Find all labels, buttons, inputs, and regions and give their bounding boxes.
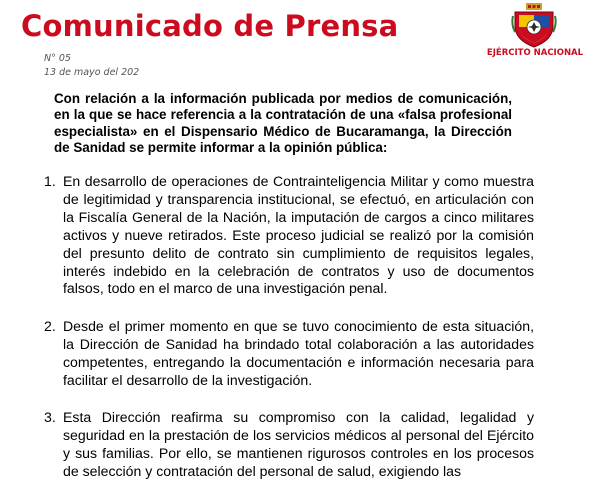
item-text: Desde el primer momento en que se tuvo conocimiento de esta situación, la Dirección de Sanidad ha brindado total colaboración a las autoridades competentes, entregando la documentación e información necesaria para facilitar el desarrollo de la investigación. [63, 318, 534, 389]
ejercito-logo [480, 2, 590, 62]
item-number: 2. [44, 318, 56, 335]
list-item [44, 173, 534, 298]
item-text: En desarrollo de operaciones de Contrainteligencia Militar y como muestra de legitimidad y transparencia institucional, se efectuó, en articulación con la Fiscalía General de la Nación, la imputación de cargos a cinco militares activos y nueve retirados. Este proceso judicial se realizó por la comisión del presunto delito de contrato sin cumplimiento de requisitos legales, interés indebido en la celebración de contratos y uso de documentos falsos, todo en el marco de una investigación penal. [63, 173, 534, 297]
org-name: EJÉRCITO NACIONAL [486, 48, 584, 58]
ejercito-nacional-crest-icon [511, 2, 557, 48]
item-number: 3. [44, 408, 56, 425]
list-item [44, 318, 534, 390]
page-title: Comunicado de Prensa [21, 9, 399, 43]
item-text: Esta Dirección reafirma su compromiso con la calidad, legalidad y seguridad en la prestación de los servicios médicos al personal del Ejército y sus familias. Por ello, se mantienen rigurosos controles en los procesos de selección y contratación del personal de salud, exigiendo las [63, 408, 534, 479]
numbered-points [44, 173, 534, 481]
list-item [44, 409, 534, 481]
item-number: 1. [44, 173, 56, 189]
release-number: N° 05 [44, 53, 71, 64]
release-date: 13 de mayo del 202 [44, 67, 140, 78]
lead-paragraph: Con relación a la información publicada por medios de comunicación, en la que se hace referencia a la contratación de una «falsa profesional especialista» en el Dispensario Médico de Bucaramanga, la Dirección de Sanidad se permite informar a la opinión pública: [54, 91, 512, 155]
